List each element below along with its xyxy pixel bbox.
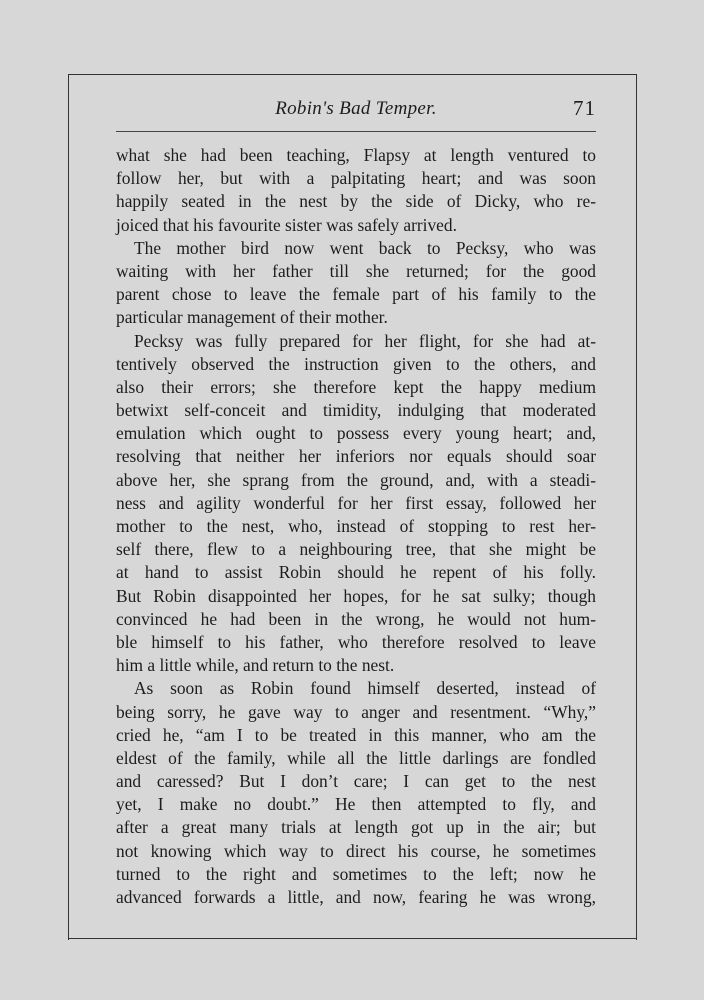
page-frame-left [68, 74, 69, 940]
page-frame-right [636, 74, 637, 940]
text-line: cried he, “am I to be treated in this manner, who am the [116, 724, 596, 745]
text-line: The mother bird now went back to Pecksy, who was [134, 237, 596, 258]
text-line: yet, I make no doubt.” He then attempted to fly, and [116, 794, 596, 815]
page-frame-bottom [68, 938, 636, 939]
text-line: betwixt self-conceit and timidity, indulging that moderated [116, 400, 596, 421]
text-line: tentively observed the instruction given to the others, and [116, 353, 596, 374]
text-line: emulation which ought to possess every young heart; and, [116, 423, 596, 444]
text-line: after a great many trials at length got up in the air; but [116, 817, 596, 838]
text-line: at hand to assist Robin should he repent of his folly. [116, 562, 596, 583]
page-frame-top [68, 74, 636, 75]
text-line: turned to the right and sometimes to the left; now he [116, 863, 596, 884]
text-line: and caressed? But I don’t care; I can get to the nest [116, 771, 596, 792]
text-line: Pecksy was fully prepared for her flight, for she had at- [134, 330, 596, 351]
text-line: particular management of their mother. [116, 307, 388, 328]
text-line: waiting with her father till she returned; for the good [116, 260, 596, 281]
text-line: ness and agility wonderful for her first essay, followed her [116, 492, 596, 513]
running-title: Robin's Bad Temper. [275, 98, 437, 119]
text-line: self there, flew to a neighbouring tree, that she might be [116, 539, 596, 560]
text-line: But Robin disappointed her hopes, for he sat sulky; though [116, 585, 596, 606]
text-line: what she had been teaching, Flapsy at length ventured to [116, 145, 596, 165]
text-line: mother to the nest, who, instead of stopping to rest her- [116, 516, 596, 536]
header-rule [116, 131, 596, 132]
text-line: not knowing which way to direct his course, he sometimes [116, 840, 596, 861]
text-line: also their errors; she therefore kept the happy medium [116, 376, 596, 397]
text-line: being sorry, he gave way to anger and resentment. “Why,” [116, 701, 596, 722]
text-line: joiced that his favourite sister was safely arrived. [116, 214, 457, 235]
text-line: happily seated in the nest by the side of Dicky, who re- [116, 191, 596, 212]
text-line: above her, she sprang from the ground, and, with a steadi- [116, 469, 596, 490]
running-head [116, 94, 596, 130]
text-line: ble himself to his father, who therefore resolved to leave [116, 631, 596, 652]
text-line: parent chose to leave the female part of his family to the [116, 284, 596, 305]
text-line: him a little while, and return to the nest. [116, 655, 395, 676]
text-line: eldest of the family, while all the little darlings are fondled [116, 747, 596, 768]
text-line: advanced forwards a little, and now, fearing he was wrong, [116, 887, 596, 907]
text-line: follow her, but with a palpitating heart; and was soon [116, 168, 596, 189]
text-line: convinced he had been in the wrong, he would not hum- [116, 608, 596, 629]
text-line: resolving that neither her inferiors nor equals should soar [116, 446, 596, 467]
body-text [116, 144, 596, 909]
text-line: As soon as Robin found himself deserted, instead of [134, 678, 596, 699]
page-number: 71 [573, 96, 596, 120]
